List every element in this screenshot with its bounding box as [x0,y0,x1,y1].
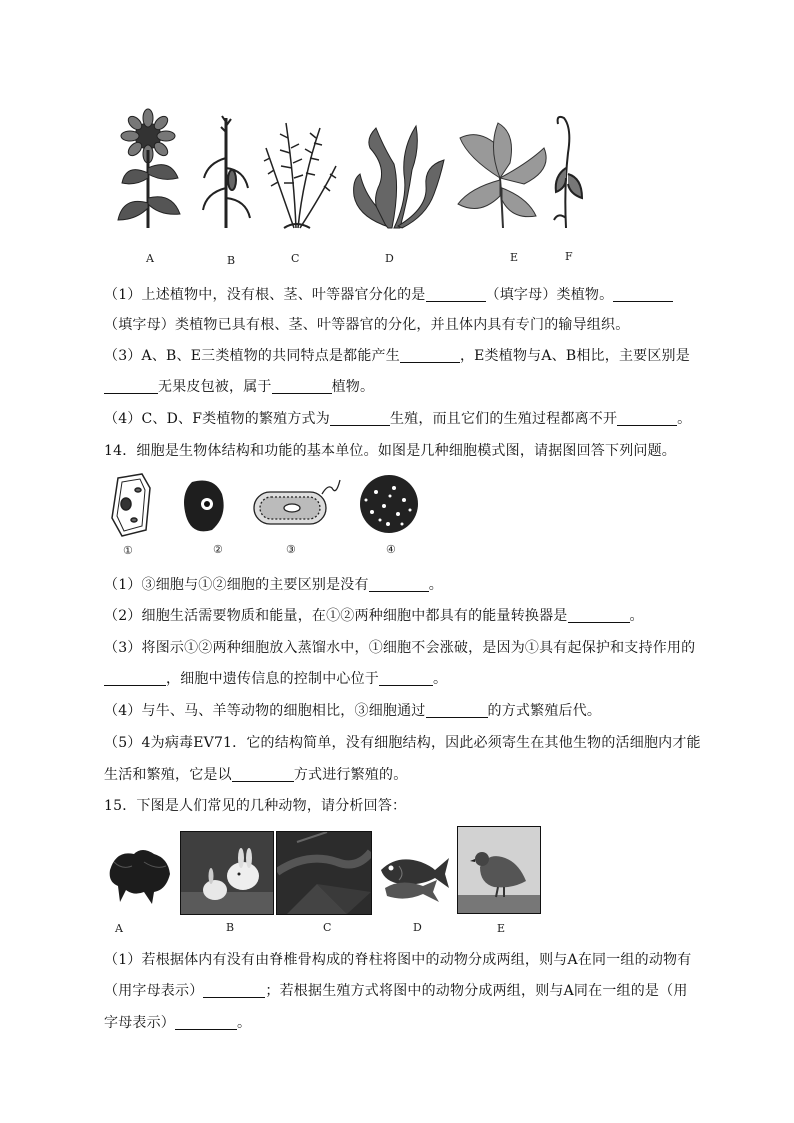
q13-part3-line1: （3）A、B、E三类植物的共同特点是都能产生 ，E类植物与A、B相比，主要区别是 [104,348,690,364]
q15-part1-line1: （1）若根据体内有没有由脊椎骨构成的脊柱将图中的动物分成两组，则与A在同一组的动物有 [104,952,692,968]
q14-part3-line2: ，细胞中遗传信息的控制中心位于 。 [104,668,447,690]
rabbits-image [180,831,274,915]
answer-blank[interactable] [369,577,429,592]
q14-intro: 14．细胞是生物体结构和功能的基本单位。如图是几种细胞模式图，请据图回答下列问题。 [104,443,677,459]
q15-part1-line3: 字母表示） 。 [104,1015,252,1031]
fern-illustration [264,123,336,228]
sunflower-illustration [118,109,180,228]
plant-caption-a: A [146,252,154,265]
pigeon-image [457,826,541,914]
answer-blank[interactable] [272,379,332,394]
animal-caption-c: C [323,921,332,934]
answer-blank[interactable] [400,348,460,363]
q14-part4: （4）与牛、马、羊等动物的细胞相比，③细胞通过 的方式繁殖后代。 [104,703,602,719]
cell-caption-4: ④ [386,543,396,556]
cells-figure [104,470,424,540]
q14-part5-line1: （5）4为病毒EV71．它的结构简单，没有细胞结构，因此必须寄生在其他生物的活细胞内才能 [104,735,701,751]
fern-frond-illustration [554,117,582,228]
q14-part2: （2）细胞生活需要物质和能量，在①②两种细胞中都具有的能量转换器是 。 [104,608,644,624]
q14-part3-line1: （3）将图示①②两种细胞放入蒸馏水中，①细胞不会涨破，是因为①具有起保护和支持作用的 [104,640,696,656]
answer-blank[interactable] [104,379,158,394]
answer-blank[interactable] [203,983,265,998]
answer-blank[interactable] [104,671,166,686]
q15-intro: 15．下图是人们常见的几种动物，请分析回答： [104,798,407,814]
animal-caption-a: A [115,922,123,935]
q15-part1-line2: （用字母表示） ；若根据生殖方式将图中的动物分成两组，则与A同在一组的是（用 [104,983,688,999]
plant-caption-e: E [510,251,519,264]
answer-blank[interactable] [617,411,677,426]
virus-illustration [360,475,418,533]
bacterium-illustration [254,480,340,524]
plant-caption-d: D [385,252,394,265]
animal-caption-b: B [226,921,235,934]
answer-blank[interactable] [426,287,486,302]
q14-part5-line2: 生活和繁殖，它是以 方式进行繁殖的。 [104,767,408,783]
answer-blank[interactable] [426,703,488,718]
animal-caption-d: D [413,921,422,934]
plant-caption-c: C [291,252,300,265]
cell-caption-3: ③ [286,543,296,556]
plant-caption-b: B [227,254,236,267]
bat-image [104,840,174,908]
answer-blank[interactable] [330,411,390,426]
ginkgo-illustration [458,123,546,228]
q13-part1-line2: （填字母）类植物已具有根、茎、叶等器官的分化，并且体内具有专门的输导组织。 [104,317,630,333]
answer-blank[interactable] [568,608,630,623]
answer-blank[interactable] [232,767,294,782]
plant-caption-f: F [565,250,573,263]
q13-part3-line2: 无果皮包被，属于 植物。 [104,376,374,398]
q14-part1: （1）③细胞与①②细胞的主要区别是没有 。 [104,577,443,593]
corn-illustration [203,116,250,228]
answer-blank[interactable] [175,1015,237,1030]
answer-blank[interactable] [613,287,673,302]
animal-caption-e: E [497,922,506,935]
q13-part1-line1: （1）上述植物中，没有根、茎、叶等器官分化的是 （填字母）类植物。 [104,284,673,306]
answer-blank[interactable] [379,671,433,686]
snake-image [276,831,372,915]
plant-cell-illustration [112,474,150,536]
cell-caption-2: ② [213,543,223,556]
plants-figure [108,108,598,238]
fish-image [375,848,453,906]
cell-caption-1: ① [123,544,133,557]
q13-part4: （4）C、D、F类植物的繁殖方式为 生殖，而且它们的生殖过程都离不开 。 [104,411,692,427]
animal-cell-illustration [184,481,224,532]
seaweed-illustration [354,126,444,228]
